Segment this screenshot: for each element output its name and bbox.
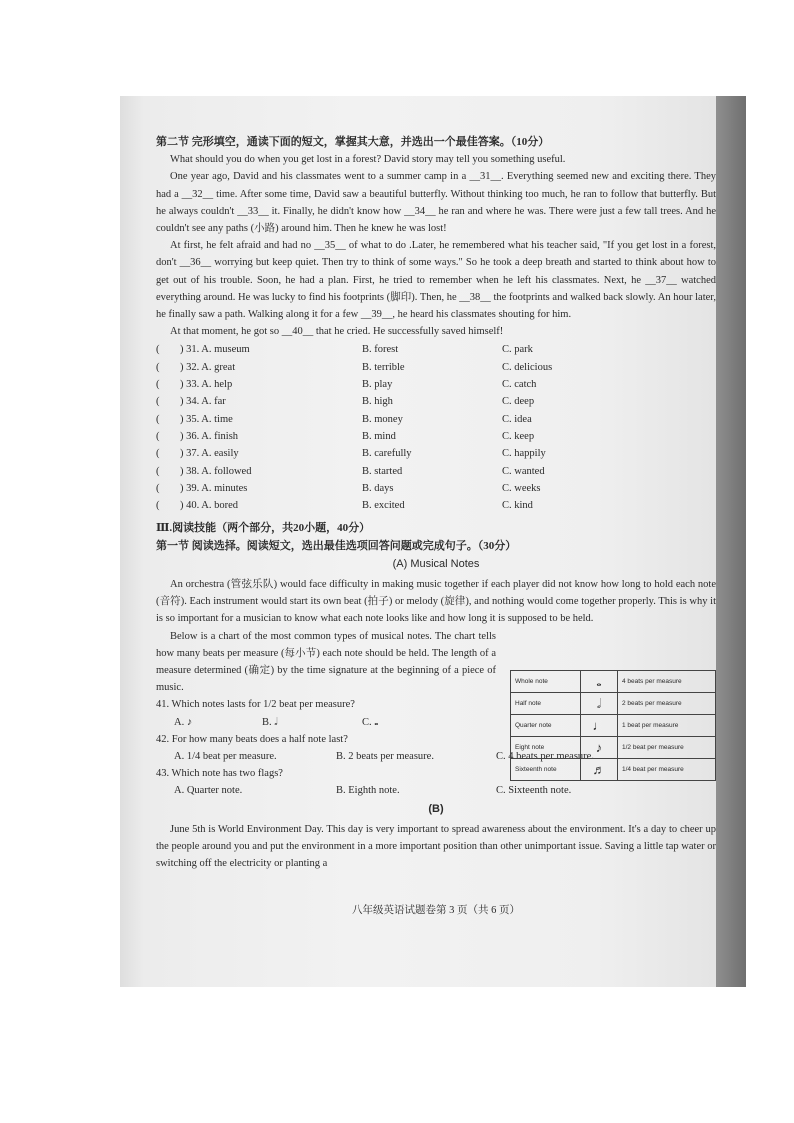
photo-of-exam-page bbox=[120, 96, 746, 987]
option-a: ) 34. A. far bbox=[180, 396, 226, 408]
eighth-note-icon: ♪ bbox=[580, 737, 617, 759]
q43-option-b: B. Eighth note. bbox=[336, 785, 400, 797]
q43-option-a: A. Quarter note. bbox=[174, 785, 243, 797]
option-row bbox=[156, 393, 716, 410]
answer-paren: ( bbox=[156, 500, 160, 512]
option-a: ) 32. A. great bbox=[180, 361, 236, 373]
option-a: ) 33. A. help bbox=[180, 379, 233, 391]
option-row bbox=[156, 376, 716, 393]
chart-row bbox=[511, 693, 716, 715]
option-c: C. park bbox=[502, 344, 533, 356]
option-row bbox=[156, 463, 716, 480]
musical-notes-chart bbox=[510, 670, 716, 781]
option-b: B. forest bbox=[362, 344, 399, 356]
option-b: B. high bbox=[362, 396, 393, 408]
passage-a-para-1: An orchestra (管弦乐队) would face difficulty in making music together if each player did not know how long to hold each note (音符). Each instrument would start its own beat (拍子) or melody (旋律), and nothing would come together properly. This is why it is so important for a musician to know what each note looks like and how long it is supposed to be held. bbox=[156, 579, 716, 625]
question-43: 43. Which note has two flags? bbox=[156, 768, 283, 780]
question-41: 41. Which notes lasts for 1/2 beat per measure? bbox=[156, 699, 355, 711]
note-beats: 2 beats per measure bbox=[617, 693, 715, 715]
note-beats: 1/2 beat per measure bbox=[617, 737, 715, 759]
reading-part-title: Ⅲ.阅读技能（两个部分，共20小题，40分） bbox=[156, 522, 371, 535]
option-b: B. money bbox=[362, 413, 403, 425]
chart-row bbox=[511, 715, 716, 737]
answer-paren: ( bbox=[156, 344, 160, 356]
option-row bbox=[156, 480, 716, 497]
option-c: C. delicious bbox=[502, 361, 553, 373]
answer-paren: ( bbox=[156, 413, 160, 425]
option-a: ) 36. A. finish bbox=[180, 430, 239, 442]
option-c: C. kind bbox=[502, 500, 533, 512]
half-note-icon: 𝅗𝅥 bbox=[580, 693, 617, 715]
passage-a-para-2: Below is a chart of the most common types of musical notes. The chart tells how many beats per measure (每小节) each note should be held. The length of a measure determined (确定) by the time signature at the beginning of a piece of music. bbox=[156, 630, 496, 694]
answer-paren: ( bbox=[156, 465, 160, 477]
paper-sheet bbox=[120, 96, 716, 987]
dark-background-edge bbox=[716, 96, 746, 987]
option-row bbox=[156, 445, 716, 462]
cloze-section-title: 第二节 完形填空，通读下面的短文，掌握其大意，并选出一个最佳答案。（10分） bbox=[156, 136, 550, 148]
note-name: Quarter note bbox=[511, 715, 581, 737]
passage-a-left-column bbox=[156, 628, 496, 731]
cloze-para-2: At first, he felt afraid and had no __35__ of what to do .Later, he remembered what his teacher said, "If you get lost in a forest, don't __36__ worrying but keep quiet. Then try to think of some ways." So he took a deep breath and started to think about how to get out of his trouble. Soon, he had a plan. First, he tried to remember when he left his classmates. Next, he __37__ watched everything around. He was lucky to find his footprints (脚印). Then, he __38__ the footprints and walked back slowly. An hour later, he finally saw a path. Walking along it for a few __39__, he heard his classmates shouting for him. bbox=[156, 240, 716, 321]
option-a: ) 35. A. time bbox=[180, 413, 233, 425]
option-row bbox=[156, 411, 716, 428]
option-c: C. keep bbox=[502, 430, 535, 442]
option-c: C. deep bbox=[502, 396, 535, 408]
option-row bbox=[156, 341, 716, 358]
option-b: B. excited bbox=[362, 500, 405, 512]
cloze-para-1: One year ago, David and his classmates went to a summer camp in a __31__. Everything seemed new and exciting there. They had a __32__ time. After some time, David saw a beautiful butterfly. Without thinking too much, he ran to follow that butterfly. But he always couldn't __33__ it. Finally, he didn't know how __34__ he ran and where he was. There were just a few tall trees. And he couldn't see any paths (小路) around him. Then he knew he was lost! bbox=[156, 171, 716, 235]
option-a: ) 39. A. minutes bbox=[180, 482, 248, 494]
answer-paren: ( bbox=[156, 361, 160, 373]
option-a: ) 31. A. museum bbox=[180, 344, 250, 356]
note-name: Whole note bbox=[511, 671, 581, 693]
question-42: 42. For how many beats does a half note last? bbox=[156, 733, 348, 745]
note-beats: 1 beat per measure bbox=[617, 715, 715, 737]
option-row bbox=[156, 359, 716, 376]
chart-row bbox=[511, 737, 716, 759]
option-a: ) 40. A. bored bbox=[180, 500, 239, 512]
answer-paren: ( bbox=[156, 430, 160, 442]
question-41-options bbox=[174, 714, 496, 731]
chart-row bbox=[511, 759, 716, 781]
option-a: ) 38. A. followed bbox=[180, 465, 252, 477]
option-a: ) 37. A. easily bbox=[180, 448, 239, 460]
cloze-para-3: At that moment, he got so __40__ that he cried. He successfully saved himself! bbox=[170, 326, 504, 338]
answer-paren: ( bbox=[156, 448, 160, 460]
option-c: C. wanted bbox=[502, 465, 545, 477]
note-name: Half note bbox=[511, 693, 581, 715]
option-b: B. play bbox=[362, 379, 393, 391]
note-beats: 4 beats per measure bbox=[617, 671, 715, 693]
answer-paren: ( bbox=[156, 396, 160, 408]
passage-a-title: (A) Musical Notes bbox=[392, 557, 480, 570]
note-name: Sixteenth note bbox=[511, 759, 581, 781]
answer-paren: ( bbox=[156, 379, 160, 391]
option-row bbox=[156, 428, 716, 445]
q41-option-c: C. 𝅝 bbox=[362, 716, 379, 728]
answer-paren: ( bbox=[156, 482, 160, 494]
chart-row bbox=[511, 671, 716, 693]
option-b: B. carefully bbox=[362, 448, 412, 460]
q42-option-b: B. 2 beats per measure. bbox=[336, 751, 434, 763]
q43-option-c: C. Sixteenth note. bbox=[496, 785, 572, 797]
sixteenth-note-icon: ♬ bbox=[580, 759, 617, 781]
option-b: B. terrible bbox=[362, 361, 405, 373]
option-c: C. catch bbox=[502, 379, 537, 391]
q41-option-b: B. 𝅗𝅥 bbox=[262, 716, 278, 728]
option-c: C. happily bbox=[502, 448, 546, 460]
quarter-note-icon: ♩ bbox=[580, 715, 617, 737]
passage-b-title: (B) bbox=[428, 802, 444, 815]
q41-option-a: A. ♪ bbox=[174, 716, 193, 728]
note-beats: 1/4 beat per measure bbox=[617, 759, 715, 781]
whole-note-icon: 𝅝 bbox=[580, 671, 617, 693]
q42-option-c: C. 4 beats per measure. bbox=[496, 751, 594, 763]
cloze-intro: What should you do when you get lost in a forest? David story may tell you something useful. bbox=[170, 154, 566, 166]
reading-section-title: 第一节 阅读选择。阅读短文，选出最佳选项回答问题或完成句子。（30分） bbox=[156, 539, 517, 552]
question-43-options bbox=[174, 782, 716, 799]
q42-option-a: A. 1/4 beat per measure. bbox=[174, 751, 277, 763]
note-name: Eight note bbox=[511, 737, 581, 759]
cloze-options bbox=[156, 341, 716, 514]
option-b: B. mind bbox=[362, 430, 396, 442]
option-b: B. started bbox=[362, 465, 403, 477]
option-c: C. idea bbox=[502, 413, 532, 425]
page-footer: 八年级英语试题卷第 3 页（共 6 页） bbox=[352, 905, 520, 916]
option-c: C. weeks bbox=[502, 482, 541, 494]
passage-b-para-1: June 5th is World Environment Day. This day is very important to spread awareness about the environment. It's a day to cheer up the people around you and put the environment in a more important position than other unimportant issue. Saving a little tap water or switching off the electricity or planting a bbox=[156, 823, 716, 870]
option-row bbox=[156, 497, 716, 514]
option-b: B. days bbox=[362, 482, 394, 494]
